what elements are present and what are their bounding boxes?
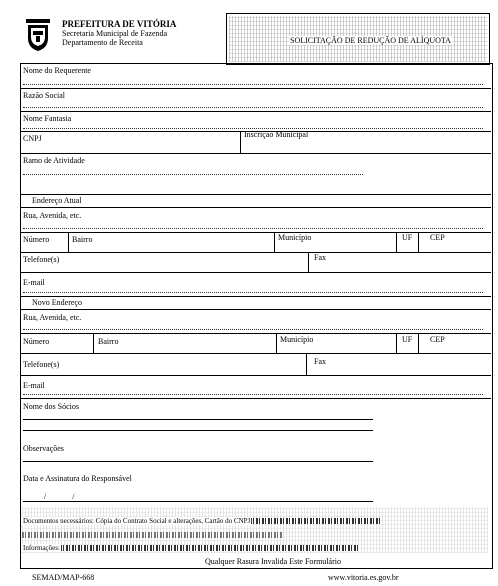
new-zip-label: CEP [430,335,445,344]
divider [68,232,69,252]
current-state-label: UF [402,233,413,242]
activity-branch-field[interactable] [23,174,363,175]
coat-of-arms-logo [25,18,51,52]
signature-date-slashes: / / [44,492,87,501]
divider [396,333,397,353]
divider [20,398,491,399]
form-title-box [226,13,490,65]
divider [20,296,491,297]
current-fax-label: Fax [314,253,326,262]
current-number-label: Número [23,235,50,244]
signature-label: Data e Assinatura do Responsável [23,474,132,483]
new-street-label: Rua, Avenida, etc. [23,313,82,322]
divider [20,111,491,112]
divider [20,353,491,354]
divider [20,88,491,89]
new-email-label: E-mail [23,381,45,390]
erasure-note: Qualquer Rasura Invalida Este Formulário [205,557,341,566]
divider [308,252,309,272]
divider [418,333,419,353]
documents-note: Documentos necessários: Cópia do Contrato Social e alterações, Cartão do CNPJ [23,517,251,525]
current-city-label: Município [278,233,312,242]
cnpj-label: CNPJ [23,134,42,143]
divider [93,333,94,353]
new-neighborhood-label: Bairro [98,337,119,346]
divider [20,153,491,154]
trade-name-label: Nome Fantasia [23,114,72,123]
divider [306,353,307,375]
signature-line[interactable] [23,501,373,502]
new-phones-label: Telefone(s) [23,360,60,369]
divider [20,252,491,253]
website-link[interactable]: www.vitoria.es.gov.br [328,573,399,582]
divider [20,194,491,195]
scan-noise-bar [22,532,282,538]
new-street-field[interactable] [23,329,483,330]
divider [20,272,491,273]
partners-line-2[interactable] [23,430,373,431]
current-email-label: E-mail [23,278,45,287]
divider [240,131,241,153]
scan-noise-bar [60,545,360,551]
org-title: PREFEITURA DE VITÓRIA [62,19,177,29]
form-title: SOLICITAÇÃO DE REDUÇÃO DE ALÍQUOTA [290,36,451,45]
company-name-field[interactable] [23,107,483,108]
divider [20,333,491,334]
municipal-registration-label: Inscrição Municipal [244,130,309,139]
divider [20,309,491,310]
divider [20,232,491,233]
divider [20,375,491,376]
new-city-label: Município [280,335,314,344]
current-street-field[interactable] [23,228,483,229]
current-phones-label: Telefone(s) [23,255,60,264]
new-fax-label: Fax [314,357,326,366]
secretariat-name: Secretaria Municipal de Fazenda [62,29,168,38]
divider [418,232,419,252]
company-name-label: Razão Social [23,91,65,100]
current-street-label: Rua, Avenida, etc. [23,211,82,220]
new-number-label: Número [23,337,50,346]
info-note: Informações: [23,544,60,552]
partners-line-1[interactable] [23,419,373,420]
current-neighborhood-label: Bairro [72,235,93,244]
form-code: SEMAD/MAP-668 [32,573,95,582]
requester-name-field[interactable] [23,84,483,85]
new-state-label: UF [402,335,413,344]
new-address-section-label: Novo Endereço [32,298,82,307]
department-name: Departamento de Receita [62,38,143,47]
requester-name-label: Nome do Requerente [23,66,91,75]
divider [396,232,397,252]
org-title-block [62,19,176,47]
current-zip-label: CEP [430,233,445,242]
current-address-section-label: Endereço Atual [32,196,82,205]
activity-branch-label: Ramo de Atividade [23,156,85,165]
partners-label: Nome dos Sócios [23,402,79,411]
current-email-field[interactable] [23,292,483,293]
divider [274,232,275,252]
divider [276,333,277,353]
notes-label: Observações [23,444,64,453]
trade-name-field[interactable] [23,128,483,129]
notes-line[interactable] [23,461,373,462]
new-email-field[interactable] [23,394,483,395]
divider [20,207,491,208]
